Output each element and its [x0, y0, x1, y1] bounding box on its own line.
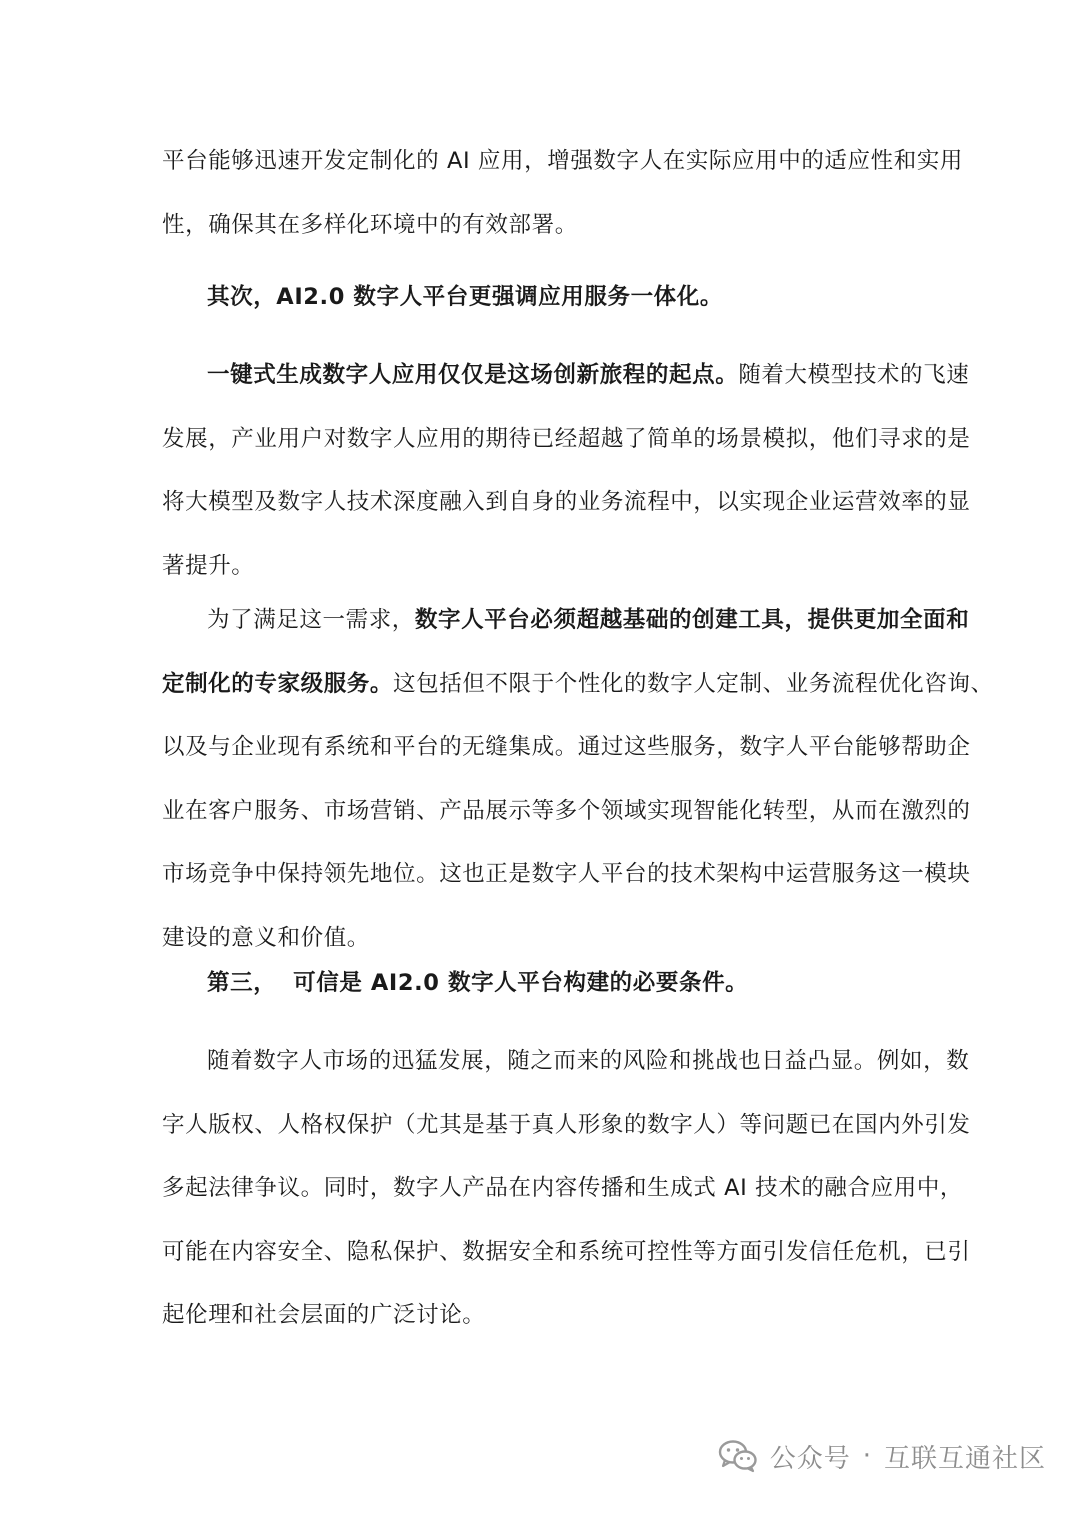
paragraph-expert-services: [162, 589, 994, 970]
text-line: 建设的意义和价值。: [162, 924, 370, 951]
bold-phrase: 数字人平台必须超越基础的创建工具，提供更加全面和: [414, 607, 970, 633]
text-line: 多起法律争议。同时，数字人产品在内容传播和生成式 AI 技术的融合应用中，: [162, 1175, 964, 1201]
text-line: 业在客户服务、市场营销、产品展示等多个领域实现智能化转型，从而在激烈的: [162, 797, 971, 824]
text-line: 性，确保其在多样化环境中的有效部署。: [162, 211, 578, 238]
text-line: [162, 344, 970, 408]
text-line: 字人版权、人格权保护（尤其是基于真人形象的数字人）等问题已在国内外引发: [162, 1111, 971, 1138]
heading-text: 第三， 可信是 AI2.0 数字人平台构建的必要条件。: [207, 970, 749, 996]
text-line: 市场竞争中保持领先地位。这也正是数字人平台的技术架构中运营服务这一模块: [162, 861, 971, 887]
text-line: 以及与企业现有系统和平台的无缝集成。通过这些服务，数字人平台能够帮助企: [162, 734, 971, 760]
text-line: 起伦理和社会层面的广泛讨论。: [162, 1302, 486, 1328]
paragraph-risks: [162, 1030, 971, 1348]
paragraph-intro: [162, 130, 964, 257]
text-line: 发展，产业用户对数字人应用的期待已经超越了简单的场景模拟，他们寻求的是: [162, 425, 971, 452]
bold-phrase: 定制化的专家级服务。: [162, 670, 394, 697]
watermark-account: 互联互通社区: [883, 1443, 1046, 1474]
wechat-watermark: [718, 1428, 1046, 1484]
text-line: 随着数字人市场的迅猛发展，随之而来的风险和挑战也日益凸显。例如，数: [207, 1048, 970, 1074]
watermark-label: 公众号: [769, 1443, 851, 1474]
text-line: [162, 653, 994, 717]
text-line: 将大模型及数字人技术深度融入到自身的业务流程中，以实现企业运营效率的显: [162, 489, 971, 515]
watermark-separator: ·: [862, 1441, 872, 1471]
section-heading-trust: [162, 952, 967, 1016]
text-line: 平台能够迅速开发定制化的 AI 应用，增强数字人在实际应用中的适应性和实用: [162, 148, 964, 174]
text-run: 为了满足这一需求，: [207, 607, 415, 633]
text-line: [162, 589, 970, 653]
text-line: 著提升。: [162, 552, 255, 579]
bold-phrase: 一键式生成数字人应用仅仅是这场创新旅程的起点。: [207, 362, 739, 388]
heading-text: 其次，AI2.0 数字人平台更强调应用服务一体化。: [207, 284, 723, 310]
paragraph-one-click: [162, 344, 971, 598]
text-run: 这包括但不限于个性化的数字人定制、业务流程优化咨询、: [393, 670, 994, 697]
wechat-icon: [718, 1439, 758, 1473]
text-run: 随着大模型技术的飞速: [738, 362, 970, 388]
text-line: 可能在内容安全、隐私保护、数据安全和系统可控性等方面引发信任危机，已引: [162, 1238, 971, 1265]
section-heading-integration: [162, 266, 967, 330]
